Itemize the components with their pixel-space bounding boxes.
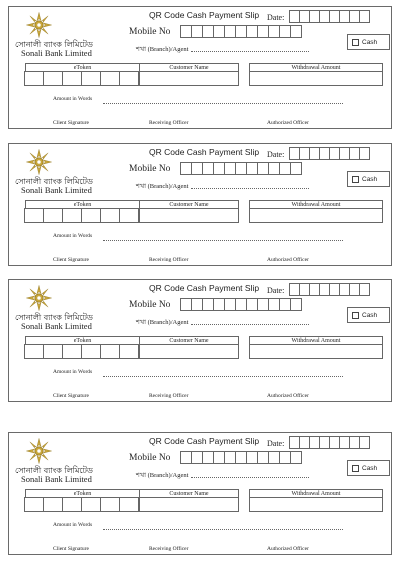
digit-box[interactable]	[24, 71, 44, 86]
client-signature-label: Client Signature	[53, 546, 89, 552]
slip-title: QR Code Cash Payment Slip	[149, 10, 260, 20]
digit-box[interactable]	[290, 25, 302, 38]
digit-box[interactable]	[119, 71, 139, 86]
digit-box[interactable]	[62, 497, 82, 512]
authorized-officer-label: Authorized Officer	[267, 120, 309, 126]
cash-option[interactable]	[347, 307, 390, 323]
payment-slip-2	[8, 143, 392, 266]
amount-in-words-field[interactable]	[103, 100, 343, 104]
digit-box[interactable]	[24, 208, 44, 223]
branch-agent-field[interactable]	[191, 473, 309, 478]
customer-name-header: Customer Name	[139, 200, 239, 209]
branch-agent-field[interactable]	[191, 184, 309, 189]
bank-name-bangla: সোনালী ব্যাংক লিমিটেড	[15, 466, 93, 475]
etoken-field[interactable]	[25, 208, 139, 223]
cash-option[interactable]	[347, 460, 390, 476]
mobile-field[interactable]	[181, 25, 302, 38]
date-field[interactable]	[290, 436, 370, 449]
branch-agent-field[interactable]	[191, 320, 309, 325]
customer-name-field[interactable]	[139, 208, 239, 223]
digit-box[interactable]	[119, 497, 139, 512]
withdrawal-amount-header: Withdrawal Amount	[249, 489, 383, 498]
sonali-bank-logo-icon	[25, 284, 53, 312]
digit-box[interactable]	[62, 208, 82, 223]
amount-in-words-label: Amount in Words	[53, 96, 93, 102]
cash-checkbox[interactable]	[352, 39, 359, 46]
date-label: Date:	[267, 286, 285, 295]
digit-box[interactable]	[81, 344, 101, 359]
customer-name-field[interactable]	[139, 344, 239, 359]
customer-name-header: Customer Name	[139, 63, 239, 72]
amount-in-words-label: Amount in Words	[53, 522, 93, 528]
date-field[interactable]	[290, 10, 370, 23]
etoken-header: eToken	[25, 489, 140, 498]
withdrawal-amount-header: Withdrawal Amount	[249, 336, 383, 345]
cash-option[interactable]	[347, 34, 390, 50]
digit-box[interactable]	[359, 283, 370, 296]
etoken-header: eToken	[25, 63, 140, 72]
digit-box[interactable]	[359, 436, 370, 449]
etoken-field[interactable]	[25, 344, 139, 359]
date-label: Date:	[267, 439, 285, 448]
withdrawal-amount-field[interactable]	[249, 344, 383, 359]
client-signature-label: Client Signature	[53, 120, 89, 126]
date-field[interactable]	[290, 283, 370, 296]
slip-title: QR Code Cash Payment Slip	[149, 283, 260, 293]
bank-name-bangla: সোনালী ব্যাংক লিমিটেড	[15, 40, 93, 49]
amount-in-words-field[interactable]	[103, 373, 343, 377]
etoken-field[interactable]	[25, 497, 139, 512]
cash-label: Cash	[362, 311, 378, 319]
mobile-field[interactable]	[181, 298, 302, 311]
withdrawal-amount-header: Withdrawal Amount	[249, 63, 383, 72]
amount-in-words-field[interactable]	[103, 237, 343, 241]
digit-box[interactable]	[43, 344, 63, 359]
digit-box[interactable]	[100, 344, 120, 359]
digit-box[interactable]	[81, 208, 101, 223]
digit-box[interactable]	[119, 208, 139, 223]
etoken-header: eToken	[25, 200, 140, 209]
digit-box[interactable]	[100, 497, 120, 512]
branch-agent-label: শখা (Branch)/Agent	[136, 472, 189, 479]
digit-box[interactable]	[119, 344, 139, 359]
cash-option[interactable]	[347, 171, 390, 187]
authorized-officer-label: Authorized Officer	[267, 257, 309, 263]
digit-box[interactable]	[81, 71, 101, 86]
bank-name-english: Sonali Bank Limited	[21, 321, 92, 331]
sonali-bank-logo-icon	[25, 148, 53, 176]
authorized-officer-label: Authorized Officer	[267, 393, 309, 399]
customer-name-field[interactable]	[139, 71, 239, 86]
branch-agent-label: শখা (Branch)/Agent	[136, 46, 189, 53]
date-field[interactable]	[290, 147, 370, 160]
branch-agent-field[interactable]	[191, 47, 309, 52]
bank-name-english: Sonali Bank Limited	[21, 48, 92, 58]
bank-name-english: Sonali Bank Limited	[21, 185, 92, 195]
amount-in-words-label: Amount in Words	[53, 233, 93, 239]
cash-label: Cash	[362, 464, 378, 472]
cash-checkbox[interactable]	[352, 176, 359, 183]
digit-box[interactable]	[100, 208, 120, 223]
digit-box[interactable]	[62, 71, 82, 86]
mobile-field[interactable]	[181, 451, 302, 464]
sonali-bank-logo-icon	[25, 11, 53, 39]
withdrawal-amount-field[interactable]	[249, 71, 383, 86]
cash-checkbox[interactable]	[352, 465, 359, 472]
date-label: Date:	[267, 13, 285, 22]
digit-box[interactable]	[24, 344, 44, 359]
digit-box[interactable]	[43, 497, 63, 512]
branch-agent-label: শখা (Branch)/Agent	[136, 319, 189, 326]
branch-agent-label: শখা (Branch)/Agent	[136, 183, 189, 190]
digit-box[interactable]	[43, 208, 63, 223]
mobile-label: Mobile No	[129, 453, 171, 463]
amount-in-words-label: Amount in Words	[53, 369, 93, 375]
digit-box[interactable]	[359, 147, 370, 160]
mobile-label: Mobile No	[129, 300, 171, 310]
cash-label: Cash	[362, 175, 378, 183]
withdrawal-amount-field[interactable]	[249, 208, 383, 223]
mobile-label: Mobile No	[129, 164, 171, 174]
digit-box[interactable]	[359, 10, 370, 23]
amount-in-words-field[interactable]	[103, 526, 343, 530]
withdrawal-amount-field[interactable]	[249, 497, 383, 512]
date-label: Date:	[267, 150, 285, 159]
bank-name-bangla: সোনালী ব্যাংক লিমিটেড	[15, 177, 93, 186]
mobile-field[interactable]	[181, 162, 302, 175]
receiving-officer-label: Receiving Officer	[149, 393, 189, 399]
digit-box[interactable]	[100, 71, 120, 86]
digit-box[interactable]	[24, 497, 44, 512]
receiving-officer-label: Receiving Officer	[149, 546, 189, 552]
payment-slip-3	[8, 279, 392, 402]
etoken-field[interactable]	[25, 71, 139, 86]
bank-name-english: Sonali Bank Limited	[21, 474, 92, 484]
client-signature-label: Client Signature	[53, 393, 89, 399]
payment-slip-1	[8, 6, 392, 129]
receiving-officer-label: Receiving Officer	[149, 120, 189, 126]
customer-name-field[interactable]	[139, 497, 239, 512]
slip-title: QR Code Cash Payment Slip	[149, 436, 260, 446]
cash-label: Cash	[362, 38, 378, 46]
digit-box[interactable]	[62, 344, 82, 359]
digit-box[interactable]	[290, 162, 302, 175]
withdrawal-amount-header: Withdrawal Amount	[249, 200, 383, 209]
authorized-officer-label: Authorized Officer	[267, 546, 309, 552]
customer-name-header: Customer Name	[139, 336, 239, 345]
bank-name-bangla: সোনালী ব্যাংক লিমিটেড	[15, 313, 93, 322]
client-signature-label: Client Signature	[53, 257, 89, 263]
slip-title: QR Code Cash Payment Slip	[149, 147, 260, 157]
digit-box[interactable]	[81, 497, 101, 512]
cash-checkbox[interactable]	[352, 312, 359, 319]
payment-slip-4	[8, 432, 392, 555]
sonali-bank-logo-icon	[25, 437, 53, 465]
digit-box[interactable]	[43, 71, 63, 86]
digit-box[interactable]	[290, 298, 302, 311]
receiving-officer-label: Receiving Officer	[149, 257, 189, 263]
customer-name-header: Customer Name	[139, 489, 239, 498]
mobile-label: Mobile No	[129, 27, 171, 37]
digit-box[interactable]	[290, 451, 302, 464]
etoken-header: eToken	[25, 336, 140, 345]
